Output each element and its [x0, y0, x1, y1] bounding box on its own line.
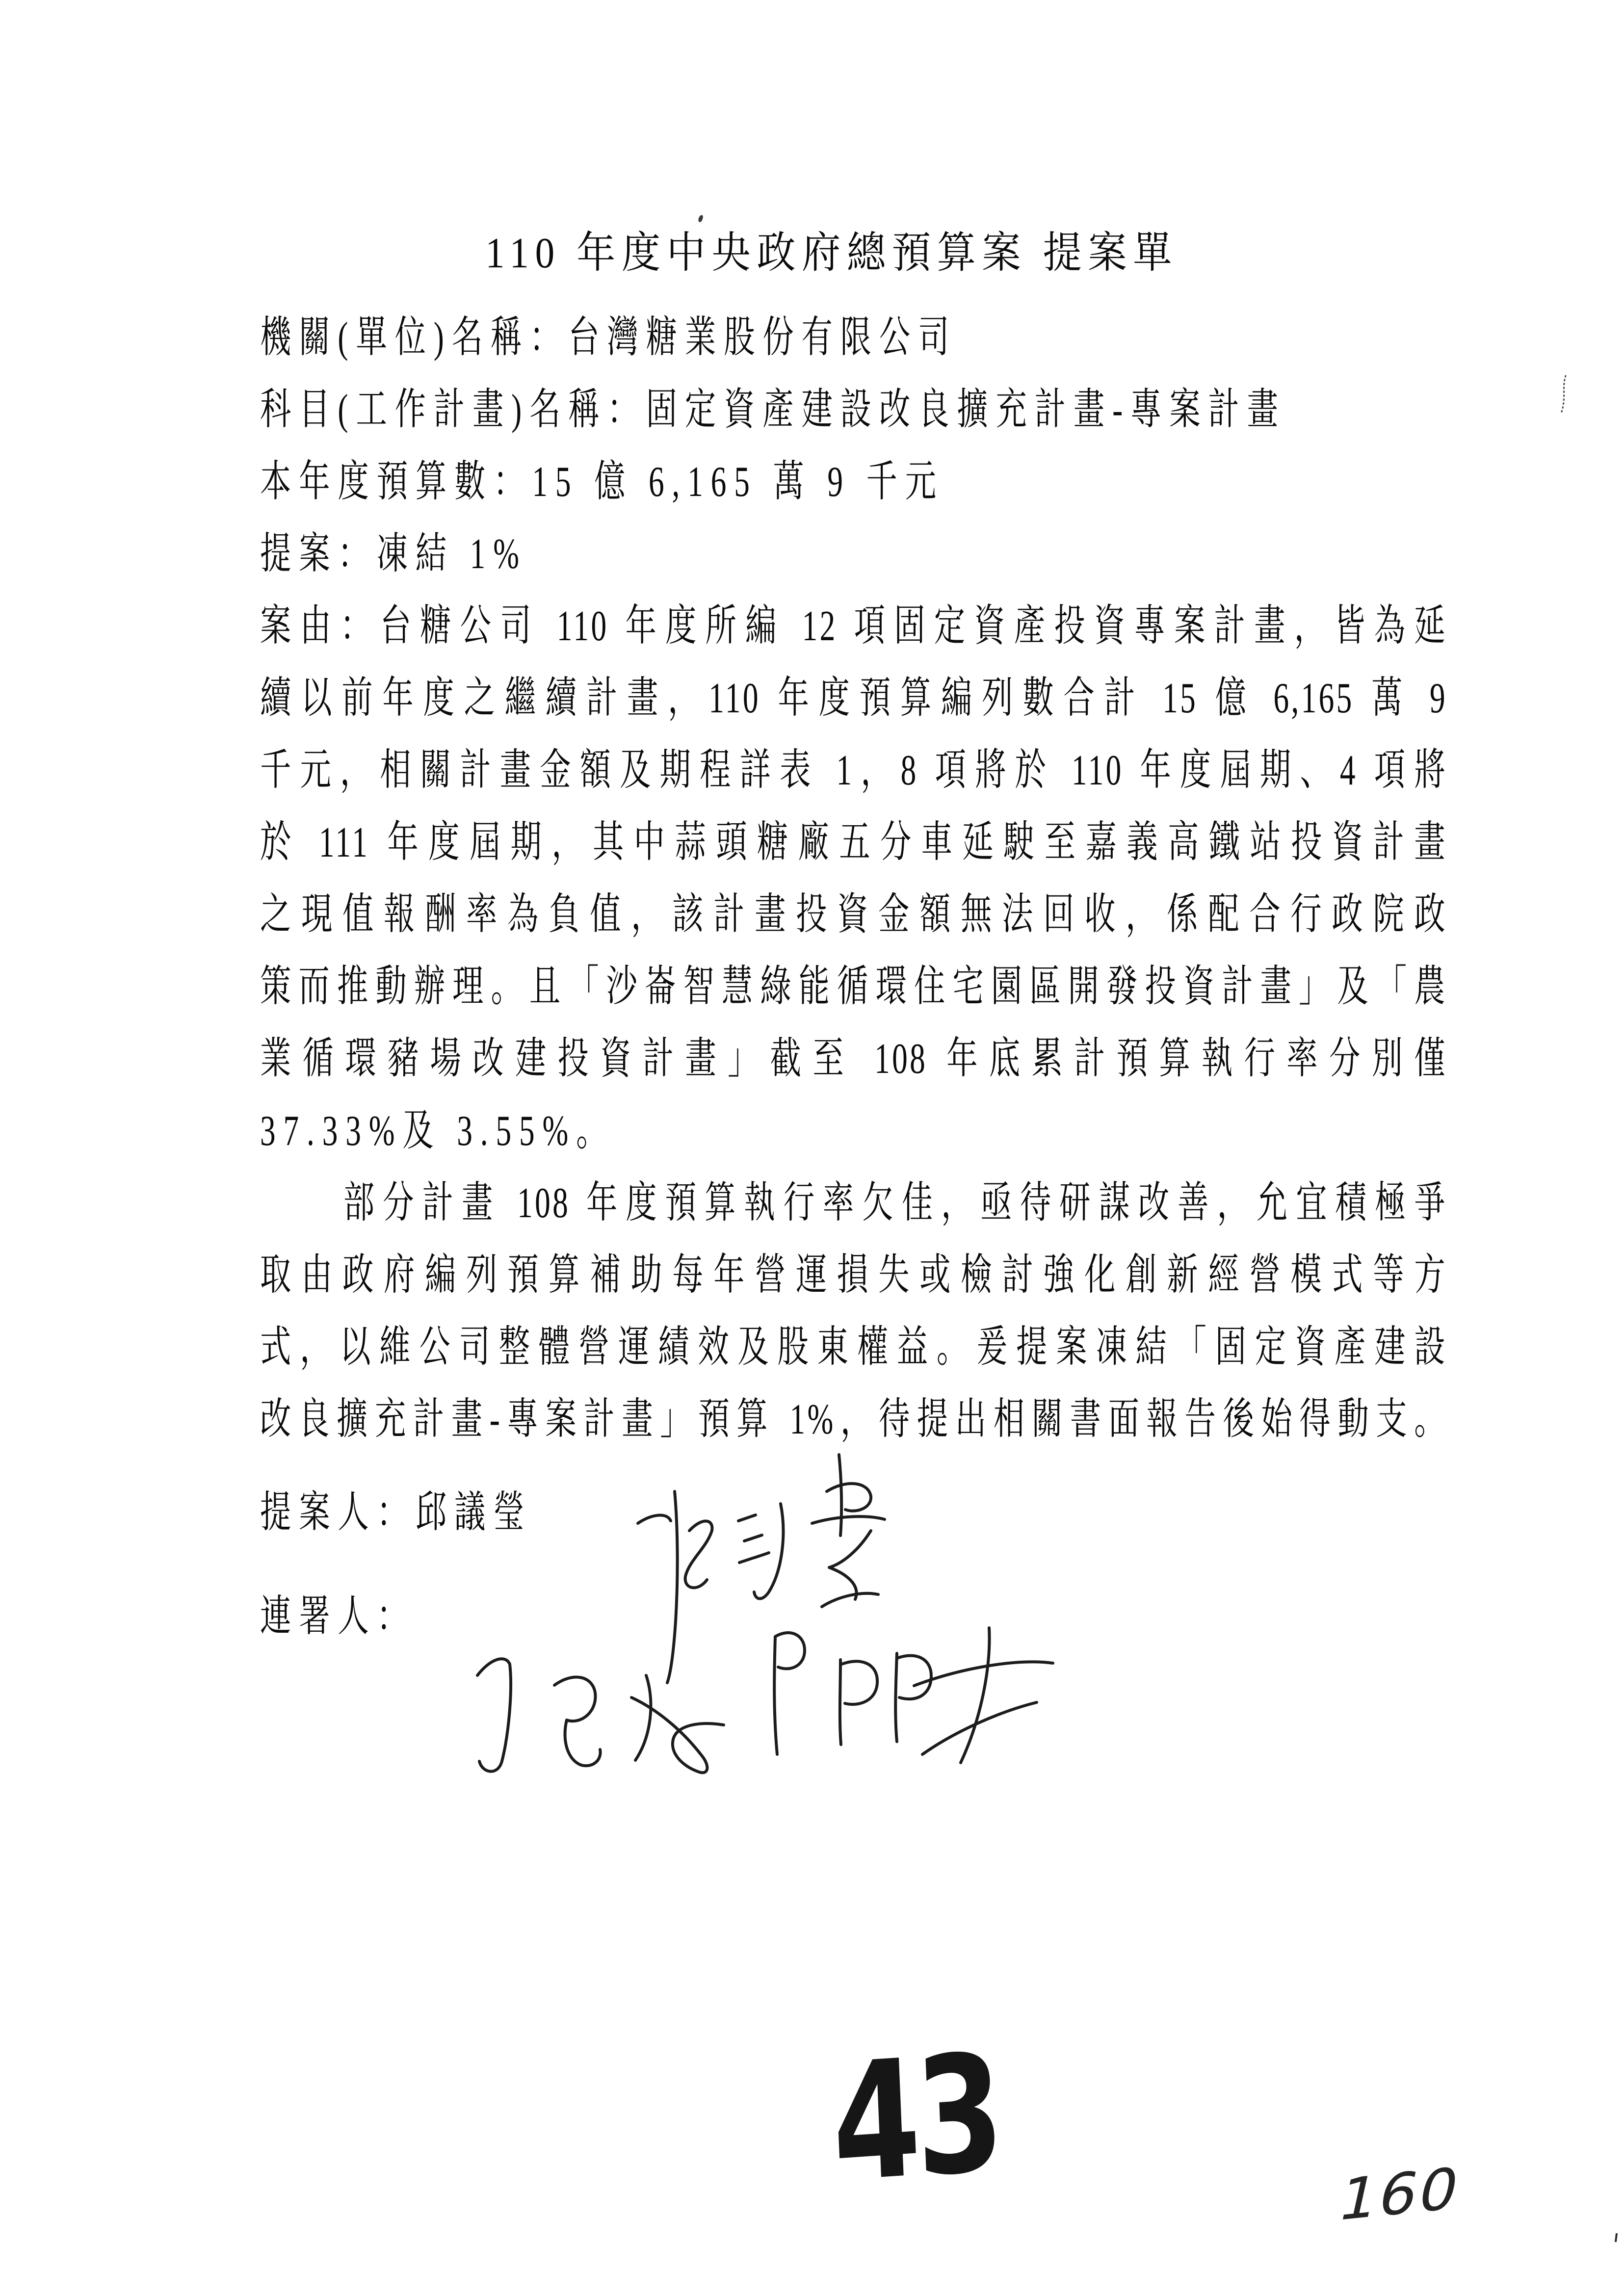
body-line-budget: 本年度預算數：15 億 6,165 萬 9 千元 — [260, 458, 944, 506]
page-title: 110 年度中央政府總預算案 提案單 — [485, 230, 1178, 277]
handwritten-page-number: 43 — [828, 2019, 1003, 2218]
body-line-case-8: 37.33%及 3.55%。 — [260, 1107, 615, 1155]
body-line-case-6: 策而推動辦理。且「沙崙智慧綠能循環住宅園區開發投資計畫」及「農 — [260, 963, 1447, 1011]
body-line-case-11: 式，以維公司整體營運績效及股東權益。爰提案凍結「固定資產建設 — [260, 1324, 1447, 1371]
body-line-proposal: 提案：凍結 1% — [260, 530, 527, 578]
document-body — [260, 302, 1447, 1456]
body-line-agency: 機關(單位)名稱：台灣糖業股份有限公司 — [260, 314, 957, 362]
scan-speck — [698, 214, 704, 223]
body-line-case-1: 案由：台糖公司 110 年度所編 12 項固定資產投資專案計畫，皆為延 — [260, 602, 1447, 650]
scan-speck-edge — [1615, 2233, 1618, 2242]
body-line-case-2: 續以前年度之繼續計畫，110 年度預算編列數合計 15 億 6,165 萬 9 — [260, 675, 1447, 722]
scan-speck-squiggle — [1558, 374, 1569, 415]
signature-cosigner-2 — [750, 1613, 1064, 1780]
body-line-case-9: 部分計畫 108 年度預算執行率欠佳，亟待研謀改善，允宜積極爭 — [343, 1179, 1447, 1227]
body-line-case-4: 於 111 年度屆期，其中蒜頭糖廠五分車延駛至嘉義高鐵站投資計畫 — [260, 819, 1447, 866]
body-line-subject: 科目(工作計畫)名稱：固定資產建設改良擴充計畫-專案計畫 — [260, 386, 1286, 434]
proposer-label: 提案人：邱議瑩 — [260, 1489, 532, 1537]
body-line-case-12: 改良擴充計畫-專案計畫」預算 1%，待提出相關書面報告後始得動支。 — [260, 1396, 1447, 1443]
body-line-case-5: 之現值報酬率為負值，該計畫投資金額無法回收，係配合行政院政 — [260, 891, 1447, 939]
body-line-case-7: 業循環豬場改建投資計畫」截至 108 年底累計預算執行率分別僅 — [260, 1035, 1447, 1083]
handwritten-corner-number: 160 — [1332, 2154, 1467, 2234]
body-line-case-3: 千元，相關計畫金額及期程詳表 1，8 項將於 110 年度屆期、4 項將 — [260, 747, 1447, 794]
body-line-case-10: 取由政府編列預算補助每年營運損失或檢討強化創新經營模式等方 — [260, 1252, 1447, 1299]
signature-cosigner-1 — [459, 1629, 748, 1791]
cosigner-label: 連署人： — [260, 1593, 416, 1641]
